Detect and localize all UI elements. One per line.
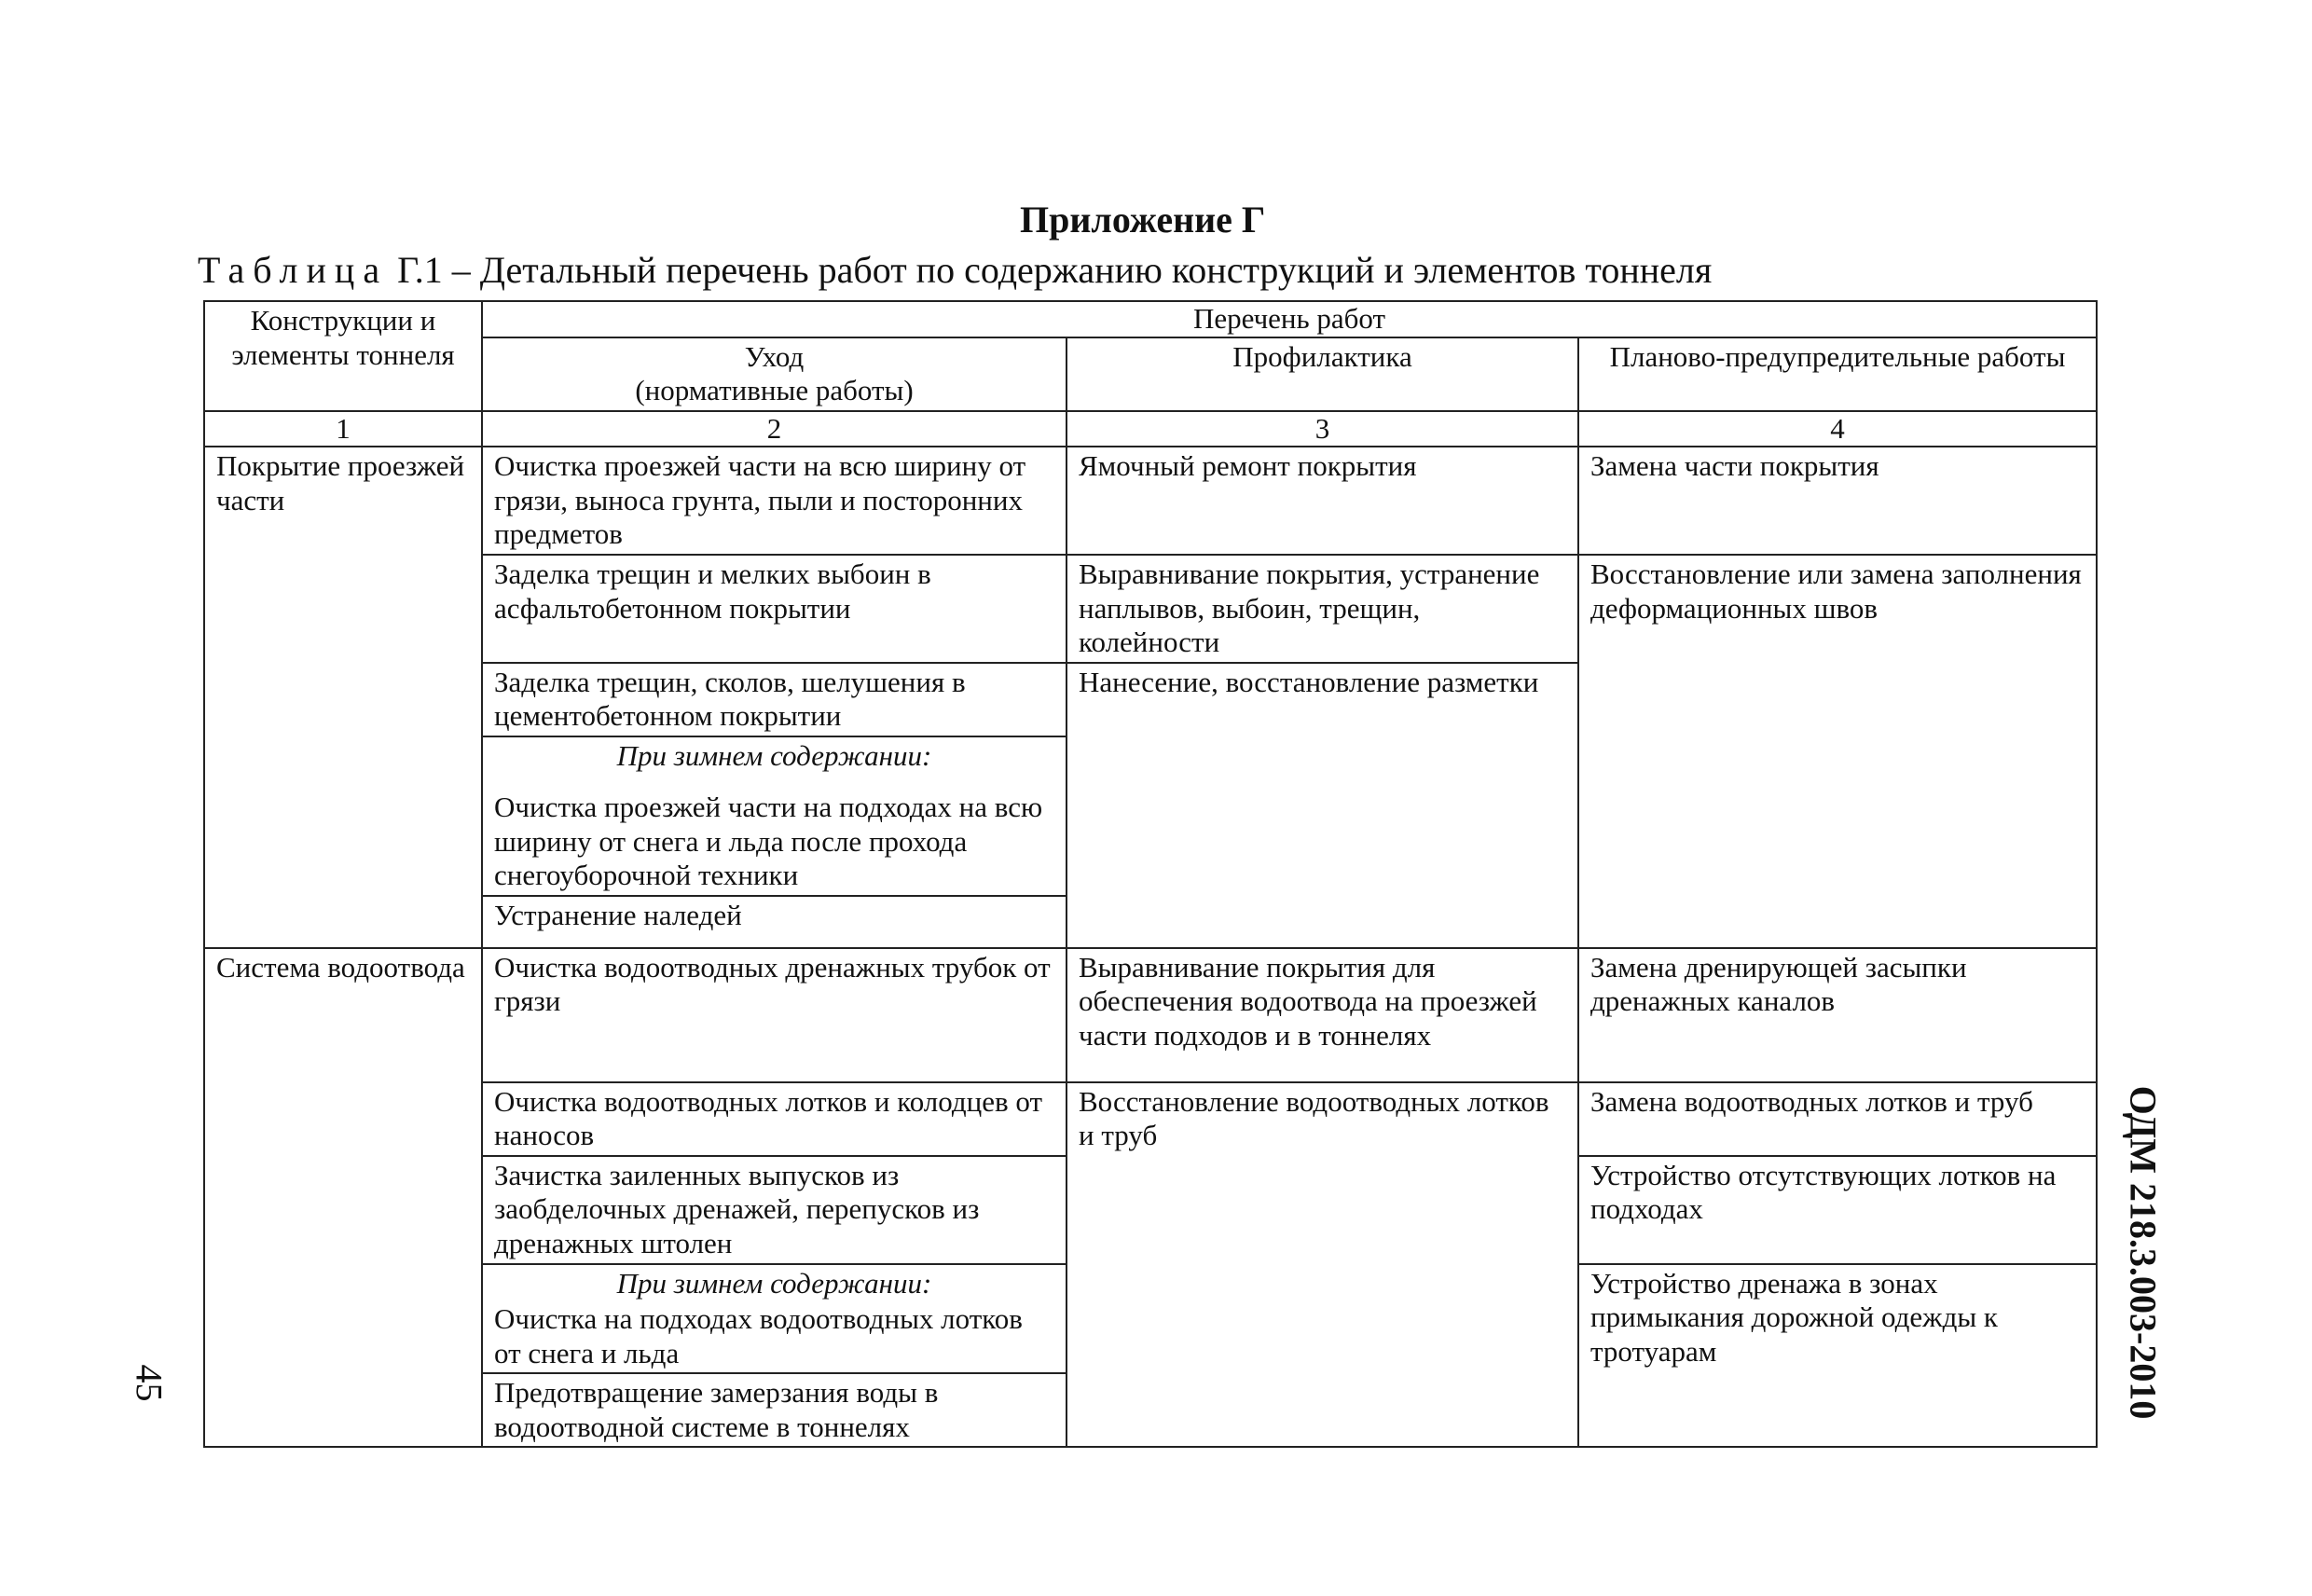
care-item: Предотвращение замерзания воды в водоотводной системе в тоннелях	[482, 1373, 1067, 1447]
caption-label: Таблица	[198, 249, 389, 291]
planned-item: Восстановление или замена заполнения деформационных швов	[1578, 555, 2097, 948]
planned-item: Устройство дренажа в зонах примыкания дорожной одежды к тротуарам	[1578, 1264, 2097, 1448]
care-item: Очистка на подходах водоотводных лотков от снега и льда	[482, 1300, 1067, 1373]
header-care	[482, 337, 1067, 411]
table-caption	[198, 248, 1712, 292]
column-number: 1	[204, 411, 482, 447]
care-item: Очистка водоотводных лотков и колодцев от наносов	[482, 1082, 1067, 1156]
care-item: Очистка проезжей части на подходах на всю ширину от снега и льда после прохода снегоуборочной техники	[482, 774, 1067, 896]
planned-item: Устройство отсутствующих лотков на подходах	[1578, 1156, 2097, 1264]
care-item: Очистка проезжей части на всю ширину от грязи, выноса грунта, пыли и посторонних предметов	[482, 447, 1067, 555]
winter-maintenance-label: При зимнем содержании:	[482, 736, 1067, 774]
prevention-item: Выравнивание покрытия для обеспечения водоотвода на проезжей части подходов и в тоннелях	[1067, 948, 1578, 1082]
document-code: ОДМ 218.3.003-2010	[2122, 1085, 2165, 1420]
care-item: Устранение наледей	[482, 896, 1067, 948]
column-number: 2	[482, 411, 1067, 447]
header-elements: Конструкции и элементы тоннеля	[204, 301, 482, 411]
column-number: 3	[1067, 411, 1578, 447]
header-care-sublabel: (нормативные работы)	[635, 374, 914, 407]
appendix-title: Приложение Г	[1020, 199, 1266, 241]
element-cell: Система водоотвода	[204, 948, 482, 1448]
header-prevention: Профилактика	[1067, 337, 1578, 411]
prevention-item: Восстановление водоотводных лотков и труб	[1067, 1082, 1578, 1448]
page-number: 45	[128, 1364, 171, 1402]
care-item: Зачистка заиленных выпусков из заобделочных дренажей, перепусков из дренажных штолен	[482, 1156, 1067, 1264]
header-planned: Планово-предупредительные работы	[1578, 337, 2097, 411]
prevention-item: Ямочный ремонт покрытия	[1067, 447, 1578, 555]
caption-text: Г.1 – Детальный перечень работ по содержанию конструкций и элементов тоннеля	[397, 249, 1713, 291]
planned-item: Замена части покрытия	[1578, 447, 2097, 555]
care-item: Очистка водоотводных дренажных трубок от грязи	[482, 948, 1067, 1082]
winter-maintenance-label: При зимнем содержании:	[482, 1264, 1067, 1301]
prevention-item: Нанесение, восстановление разметки	[1067, 663, 1578, 948]
works-table	[203, 300, 2098, 1448]
planned-item: Замена водоотводных лотков и труб	[1578, 1082, 2097, 1156]
header-care-label: Уход	[744, 339, 805, 373]
planned-item: Замена дренирующей засыпки дренажных каналов	[1578, 948, 2097, 1082]
care-item: Заделка трещин и мелких выбоин в асфальтобетонном покрытии	[482, 555, 1067, 663]
header-works-list: Перечень работ	[482, 301, 2097, 337]
care-item: Заделка трещин, сколов, шелушения в цементобетонном покрытии	[482, 663, 1067, 736]
column-number: 4	[1578, 411, 2097, 447]
prevention-item: Выравнивание покрытия, устранение наплывов, выбоин, трещин, колейности	[1067, 555, 1578, 663]
element-cell: Покрытие проезжей части	[204, 447, 482, 947]
